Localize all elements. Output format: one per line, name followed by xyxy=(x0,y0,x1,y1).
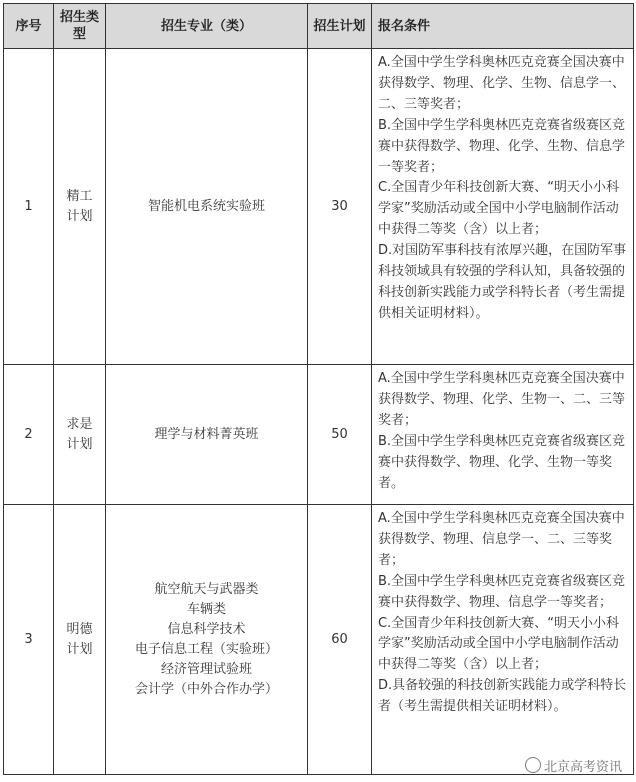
row-conditions xyxy=(372,49,634,365)
major-item: 信息科学技术 xyxy=(167,621,246,637)
watermark xyxy=(525,756,622,775)
major-item: 车辆类 xyxy=(186,601,226,617)
row-majors xyxy=(106,49,308,365)
condition-item: A.全国中学生学科奥林匹克竞赛全国决赛中获得数学、物理、化学、生物一、二、三等奖者； xyxy=(378,371,626,428)
condition-item: D.对国防军事科技有浓厚兴趣，在国防军事科技领域具有较强的学科认知，具备较强的科技创新实践能力或学科特长者（考生需提供相关证明材料）。 xyxy=(378,243,627,321)
row-conditions xyxy=(372,505,634,775)
major-item: 电子信息工程（实验班） xyxy=(134,641,278,657)
major-item: 智能机电系统实验班 xyxy=(147,198,265,214)
row-majors xyxy=(106,505,308,775)
row-type: 明德计划 xyxy=(54,505,106,775)
major-item: 理学与材料菁英班 xyxy=(154,426,259,442)
watermark-text: 北京高考资讯 xyxy=(543,760,622,775)
condition-item: B.全国中学生学科奥林匹克竞赛省级赛区竞赛中获得数学、物理、化学、生物一等奖者。 xyxy=(378,433,626,491)
condition-item: C.全国青少年科技创新大赛、“明天小小科学家”奖励活动或全国中小学电脑制作活动中获得二等奖（含）以上者； xyxy=(378,180,619,238)
header-row xyxy=(4,4,634,49)
condition-item: A.全国中学生学科奥林匹克竞赛全国决赛中获得数学、物理、化学、生物、信息学一、二、三等奖者； xyxy=(378,55,626,112)
major-item: 会计学（中外合作办学） xyxy=(134,681,278,697)
condition-item: B.全国中学生学科奥林匹克竞赛省级赛区竞赛中获得数学、物理、信息学一等奖者； xyxy=(378,573,626,610)
major-item: 经济管理试验班 xyxy=(160,661,252,677)
table-row xyxy=(4,365,634,505)
table-body xyxy=(4,49,634,775)
row-conditions xyxy=(372,365,634,505)
row-plan: 60 xyxy=(308,505,372,775)
admissions-table xyxy=(3,3,634,775)
table-row xyxy=(4,49,634,365)
row-type: 求是计划 xyxy=(54,365,106,505)
condition-item: B.全国中学生学科奥林匹克竞赛省级赛区竞赛中获得数学、物理、化学、生物、信息学一等奖者； xyxy=(378,117,626,175)
header-type: 招生类型 xyxy=(54,4,106,49)
header-major: 招生专业（类） xyxy=(106,4,308,49)
table-row xyxy=(4,505,634,775)
condition-item: D.具备较强的科技创新实践能力或学科特长者（考生需提供相关证明材料）。 xyxy=(378,678,627,715)
row-type: 精工计划 xyxy=(54,49,106,365)
row-seq: 1 xyxy=(4,49,54,365)
wechat-logo-icon xyxy=(525,757,541,773)
row-majors xyxy=(106,365,308,505)
header-plan: 招生计划 xyxy=(308,4,372,49)
major-item: 航空航天与武器类 xyxy=(154,581,259,597)
header-seq: 序号 xyxy=(4,4,54,49)
row-plan: 30 xyxy=(308,49,372,365)
condition-item: A.全国中学生学科奥林匹克竞赛全国决赛中获得数学、物理、信息学一、二、三等奖者； xyxy=(378,511,625,568)
row-seq: 3 xyxy=(4,505,54,775)
header-conditions: 报名条件 xyxy=(372,4,634,49)
condition-item: C.全国青少年科技创新大赛、“明天小小科学家”奖励活动或全国中小学电脑制作活动中获得二等奖（含）以上者； xyxy=(378,615,619,673)
row-plan: 50 xyxy=(308,365,372,505)
row-seq: 2 xyxy=(4,365,54,505)
